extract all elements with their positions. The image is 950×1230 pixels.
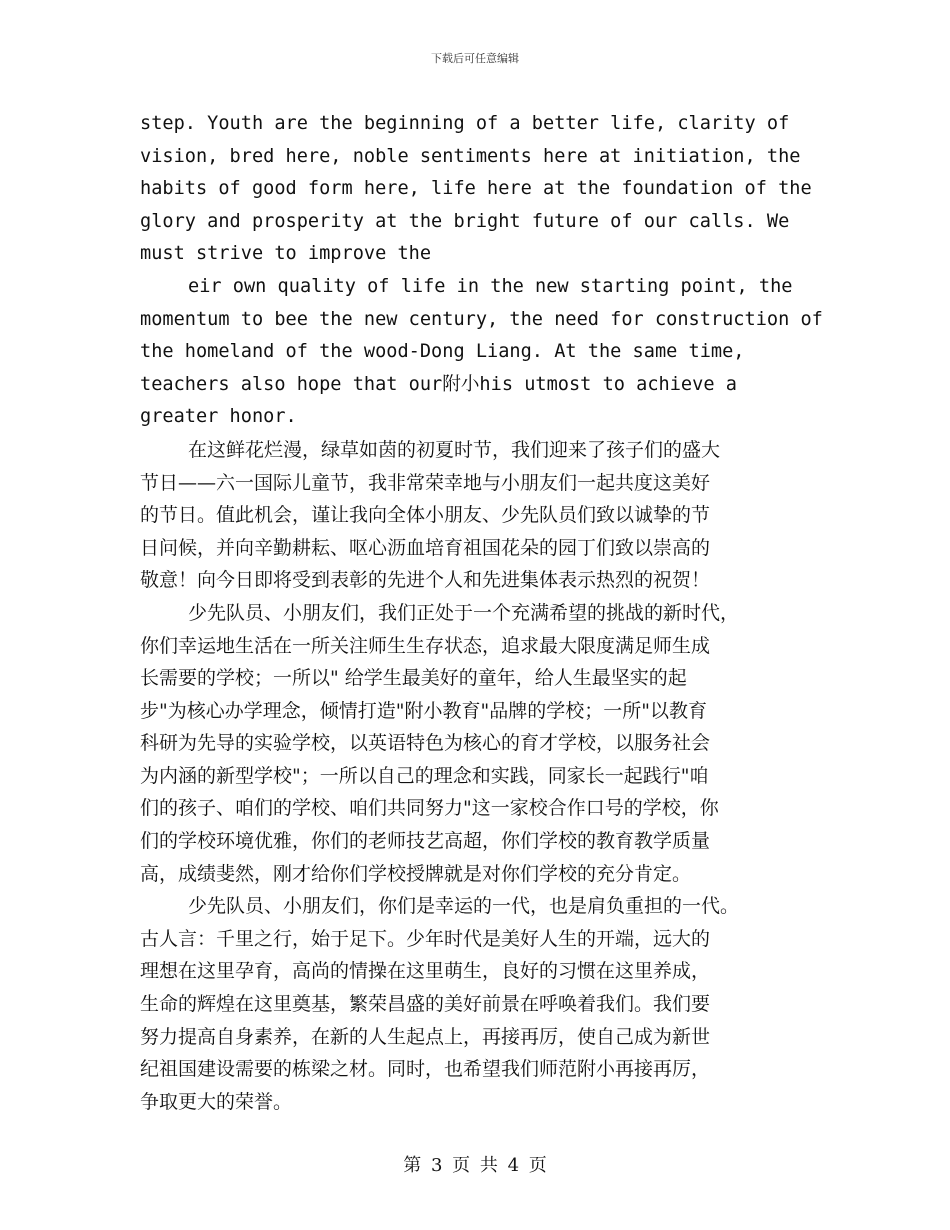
text-line: momentum to bee the new century, the need for construction of [140,308,823,330]
text-line: 你们幸运地生活在一所关注师生生存状态，追求最大限度满足师生成 [140,634,711,657]
paragraph-start-line: 少先队员、小朋友们，我们正处于一个充满希望的挑战的新时代， [188,601,740,624]
text-line: 理想在这里孕育，高尚的情操在这里萌生，良好的习惯在这里养成， [140,960,711,983]
paragraph-start-line: eir own quality of life in the new starting point, the [188,275,793,297]
text-line: 为内涵的新型学校"；一所以自己的理念和实践，同家长一起践行"咱 [140,764,709,787]
text-line: 争取更大的荣誉。 [140,1090,293,1113]
paragraph-start-line: 在这鲜花烂漫，绿草如茵的初夏时节，我们迎来了孩子们的盛大 [188,438,721,461]
text-line: 古人言：千里之行，始于足下。少年时代是美好人生的开端，远大的 [140,927,711,950]
text-line: the homeland of the wood-Dong Liang. At the same time, [140,341,745,363]
text-line: 们的孩子、咱们的学校、咱们共同努力"这一家校合作口号的学校，你 [140,797,719,820]
page-header: 下载后可任意编辑 [431,52,519,65]
text-line: 的节日。值此机会，谨让我向全体小朋友、少先队员们致以诚挚的节 [140,504,711,527]
text-line: 长需要的学校；一所以" 给学生最美好的童年，给人生最坚实的起 [140,667,687,690]
text-line: vision, bred here, noble sentiments here at initiation, the [140,145,801,167]
text-line: 步"为核心办学理念，倾情打造"附小教育"品牌的学校；一所"以教育 [140,699,707,722]
text-line: 生命的辉煌在这里奠基，繁荣昌盛的美好前景在呼唤着我们。我们要 [140,993,711,1016]
text-line: 高，成绩斐然，刚才给你们学校授牌就是对你们学校的充分肯定。 [140,862,692,885]
paragraph-start-line: 少先队员、小朋友们，你们是幸运的一代，也是肩负重担的一代。 [188,895,740,918]
text-line: 节日——六一国际儿童节，我非常荣幸地与小朋友们一起共度这美好 [140,471,711,494]
text-line: 纪祖国建设需要的栋梁之材。同时，也希望我们师范附小再接再厉， [140,1058,711,1081]
text-line: glory and prosperity at the bright future of our calls. We [140,210,790,232]
text-line: 敬意！向今日即将受到表彰的先进个人和先进集体表示热烈的祝贺！ [140,569,711,592]
text-line: 们的学校环境优雅，你们的老师技艺高超，你们学校的教育教学质量 [140,830,711,853]
text-line: teachers also hope that our附小his utmost to achieve a [140,373,737,395]
text-line: 科研为先导的实验学校，以英语特色为核心的育才学校，以服务社会 [140,732,711,755]
text-line: 努力提高自身素养，在新的人生起点上，再接再厉，使自己成为新世 [140,1025,711,1048]
text-line: 日问候，并向辛勤耕耘、呕心沥血培育祖国花朵的园丁们致以崇高的 [140,536,711,559]
text-line: must strive to improve the [140,243,432,265]
page-number-footer: 第 3 页 共 4 页 [403,1155,547,1176]
text-line: step. Youth are the beginning of a better life, clarity of [140,113,790,134]
text-line: greater honor. [140,406,297,428]
text-line: habits of good form here, life here at the foundation of the [140,178,812,200]
document-body [140,108,823,1118]
